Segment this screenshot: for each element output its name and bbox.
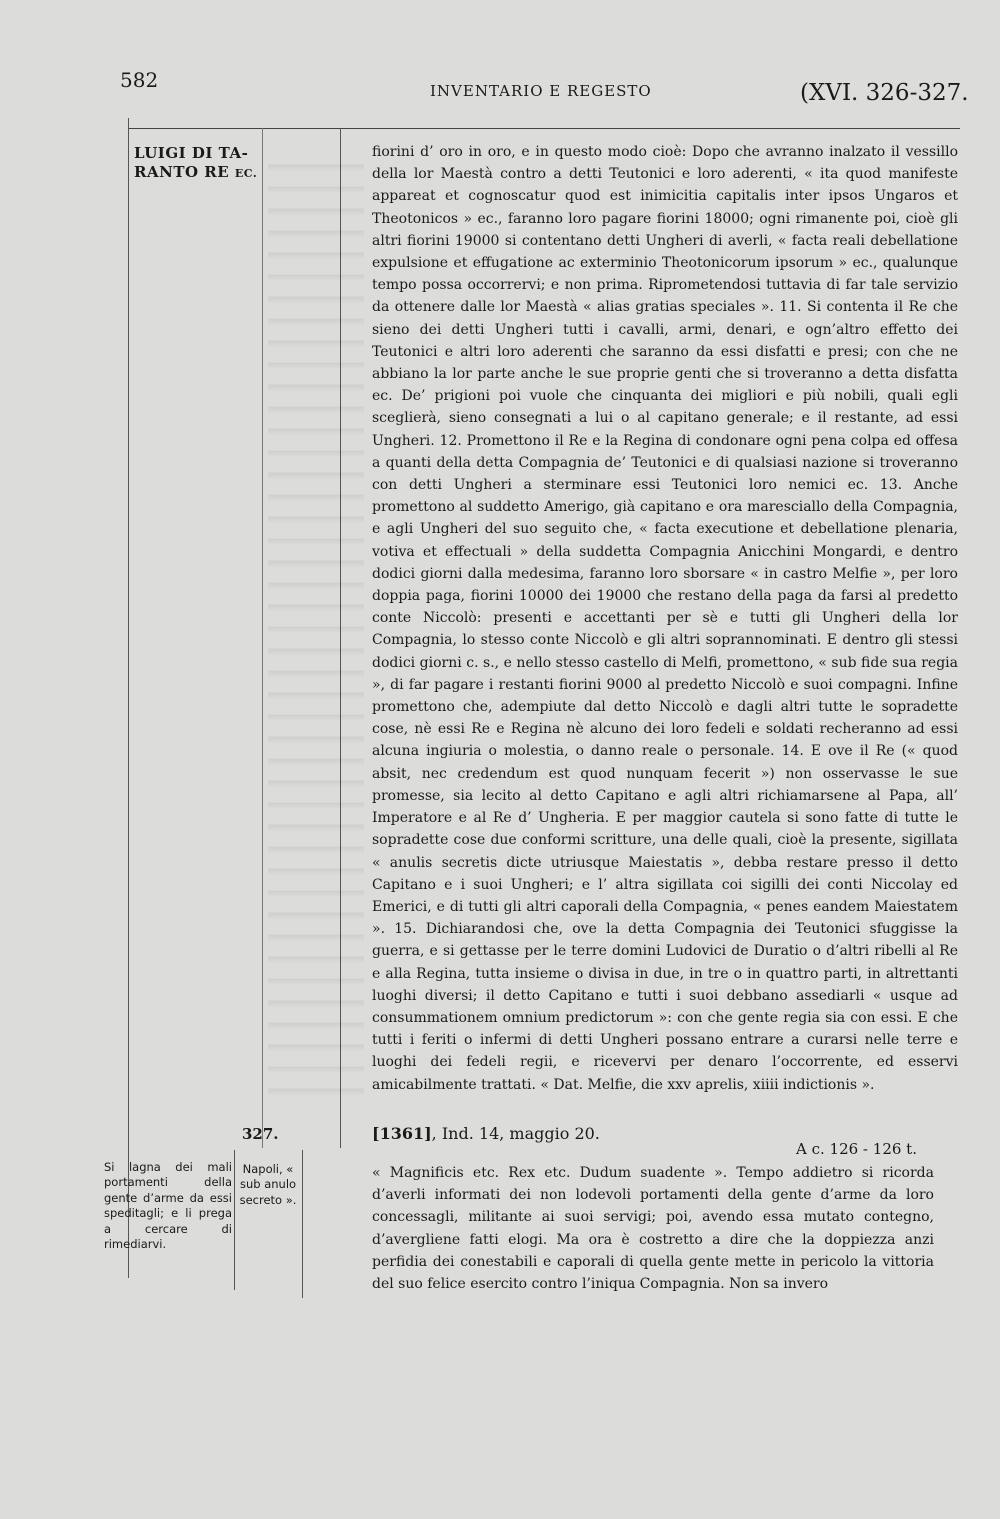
doc-327-body (372, 1162, 934, 1295)
margin-heading (134, 144, 262, 183)
column-rule-inner (262, 128, 263, 1148)
document-range: (XVI. 326-327. (800, 80, 969, 106)
margin-heading-line1: LUIGI DI TA- (134, 144, 249, 162)
header-rule (128, 128, 960, 129)
doc-327-reference: A c. 126 - 126 t. (796, 1140, 917, 1158)
column-rule-left (128, 118, 129, 1278)
margin-heading-abbr: EC. (234, 167, 258, 180)
doc-326-body (372, 141, 958, 1096)
doc-327-year: [1361] (372, 1124, 432, 1143)
doc-327-place: Napoli, « sub anulo secreto ». (239, 1162, 297, 1207)
doc-327-paragraph: « Magnificis etc. Rex etc. Dudum suadente ». Tempo addietro si ricorda d’averli informati dei non lodevoli portamenti della gente d’arme da loro concessagli, militante ai suoi servigi; poi, avendo essa mutato contegno, d’avergliene fatti elogi. Ma ora è costretto a dire che la doppiezza anzi perfidia dei conestabili e caporali di quella gente mette in pericolo la vittoria del suo felice esercito contro l’iniqua Compagnia. Non sa invero (372, 1165, 934, 1293)
show-through-text (268, 150, 364, 1110)
running-title: INVENTARIO E REGESTO (430, 82, 652, 100)
doc-327-number: 327. (242, 1125, 279, 1143)
page-number: 582 (120, 68, 159, 92)
page-header (0, 62, 1000, 106)
doc-327-date (372, 1124, 600, 1143)
doc-327-date-rest: , Ind. 14, maggio 20. (431, 1124, 600, 1143)
column-rule-place (302, 1150, 303, 1298)
margin-heading-line2: RANTO RE EC. (134, 163, 258, 181)
doc-327-summary: Si lagna dei mali portamenti della gente d’arme da essi speditagli; e li prega a cercare di rimediarvi. (104, 1160, 232, 1252)
column-rule-summary (234, 1150, 235, 1290)
doc-326-paragraph: fiorini d’ oro in oro, e in questo modo cioè: Dopo che avranno inalzato il vessillo della lor Maestà contro a detti Teutonici e loro aderenti, « ita quod manifeste appareat et cognoscatur quod est inimicitia capitalis inter ipsos Ungaros et Theotonicos » ec., faranno loro pagare fiorini 18000; ogni rimanente poi, cioè gli altri fiorini 19000 si contentano detti Ungheri di averli, « facta reali debellatione expulsione et effugatione ac exterminio Theotonicorum ipsorum » ec., qualunque tempo possa occorrervi; e non prima. Riprometendosi tuttavia di far tale servizio da ottenere dalle lor Maestà « alias gratias speciales ». 11. Si contenta il Re che sieno dei detti Ungheri tutti i cavalli, armi, denari, e ogn’altro effetto dei Teutonici e altri loro aderenti che saranno da essi disfatti e presi; con che ne abbiano la lor parte anche le sue proprie genti che si troveranno a detta disfatta ec. De’ prigioni poi vuole che cinquanta dei migliori e più nobili, quali egli sceglierà, sieno consegnati a lui o al capitano generale; e il restante, ad essi Ungheri. 12. Promettono il Re e la Regina di condonare ogni pena colpa ed offesa a quanti della detta Compagnia de’ Teutonici e di qualsiasi nazione si troveranno con detti Ungheri a sterminare essi Teutonici loro nemici ec. 13. Anche promettono al suddetto Amerigo, già capitano e ora maresciallo della Compagnia, e agli Ungheri del suo seguito che, « facta executione et debellatione plenaria, votiva et effectuali » della suddetta Compagnia Anicchini Mongardi, e dentro dodici giorni dalla medesima, faranno loro sborsare « in castro Melfie », per loro doppia paga, fiorini 10000 dei 19000 che restano della paga da farsi al predetto conte Niccolò: presenti e accettanti per sè e tutti gli Ungheri della lor Compagnia, lo stesso conte Niccolò e gli altri soprannominati. E dentro gli stessi dodici giorni c. s., e nello stesso castello di Melfi, promettono, « sub fide sua regia », di far pagare i restanti fiorini 9000 al predetto Niccolò e suoi compagni. Infine promettono che, adempiute dal detto Niccolò e dagli altri tutte le sopradette cose, nè essi Re e Regina nè alcuno dei loro fedeli e soldati recheranno ad essi alcuna ingiuria o molestia, o danno reale o personale. 14. E ove il Re (« quod absit, nec credendum est quod nunquam fecerit ») non osservasse le sue promesse, sia lecito al detto Capitano e agli altri richiamarsene al Papa, all’ Imperatore e al Re d’ Ungheria. E per maggior cautela si sono fatte di tutte le sopradette cose due conformi scritture, una delle quali, cioè la presente, sigillata « anulis secretis dicte utriusque Maiestatis », debba restare presso il detto Capitano e i suoi Ungheri; e l’ altra sigillata coi sigilli dei conti Niccolay ed Emerici, e di tutti gli altri caporali della Compagnia, « penes eandem Maiestatem ». 15. Dichiarandosi che, ove la detta Compagnia dei Teutonici sfuggisse la guerra, e si gettasse per le terre domini Ludovici de Duratio o d’altri ribelli al Re e alla Regina, tutta insieme o divisa in due, in tre o in quattro parti, in altrettanti luoghi diversi; il detto Capitano e tutti i suoi debbano assediarli « usque ad consummationem omnium predictorum »: con che gente regia sia con essi. E che tutti i feriti o infermi di detti Ungheri possano entrare a curarsi nelle terre e luoghi dei fedeli regii, e ricevervi per denaro l’occorrente, ed esservi amicabilmente trattati. « Dat. Melfie, die xxv aprelis, xiiii indictionis ». (372, 144, 958, 1093)
